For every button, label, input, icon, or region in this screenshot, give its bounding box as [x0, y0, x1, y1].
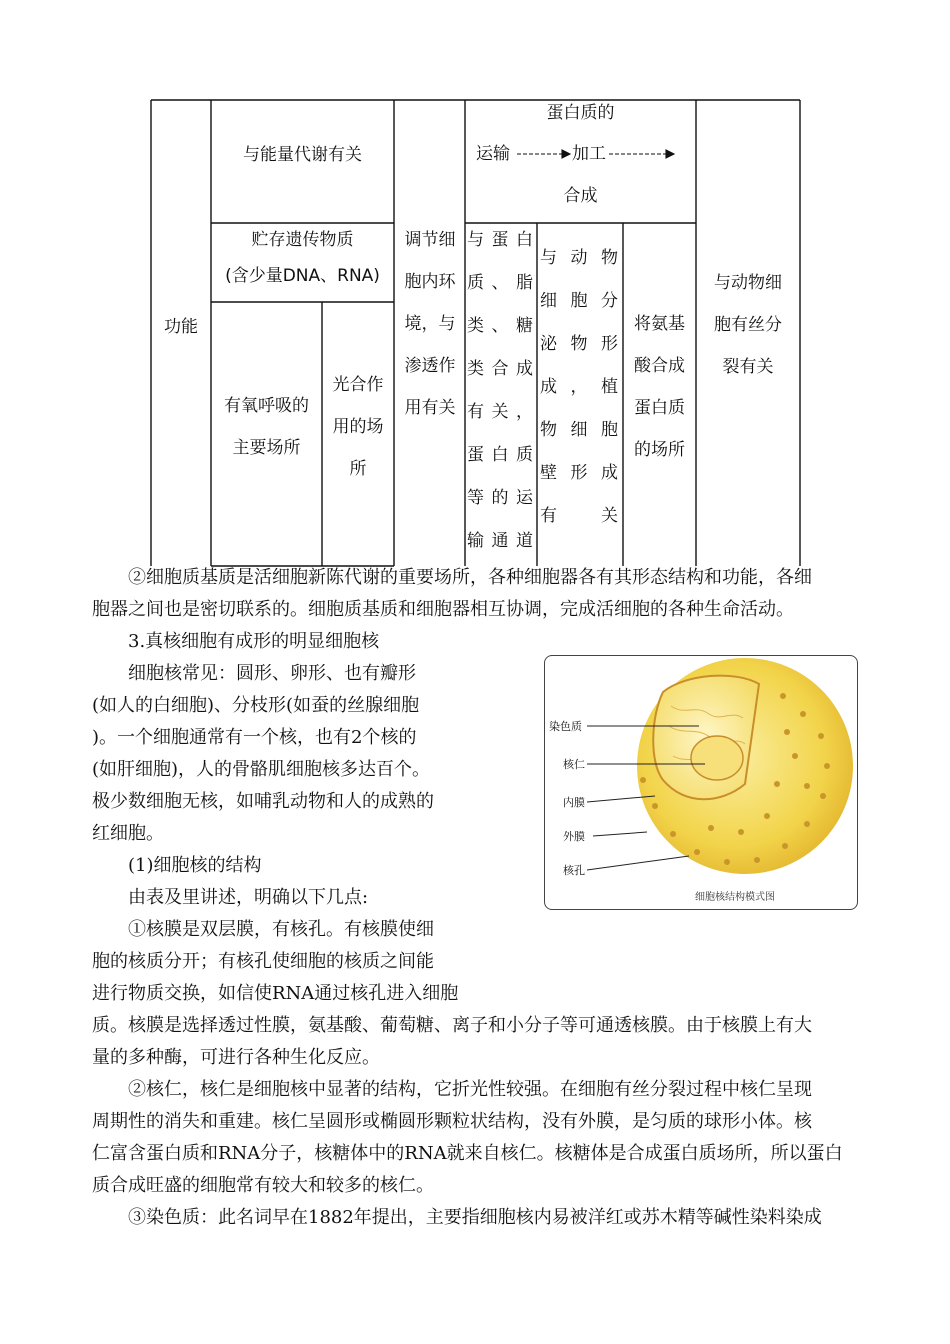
paragraph-line: 质。核膜是选择透过性膜，氨基酸、葡萄糖、离子和小分子等可通透核膜。由于核膜上有大	[92, 1015, 812, 1036]
cell-dna-line1: 贮存遗传物质	[251, 230, 354, 250]
cell-ribosome-line: 的场所	[634, 440, 685, 460]
paragraph-line: 极少数细胞无核，如哺乳动物和人的成熟的	[92, 791, 434, 812]
label-nucleolus: 核仁	[563, 758, 585, 771]
cell-chloro-line: 所	[349, 459, 367, 479]
cell-vacuole-line: 调节细	[404, 230, 456, 250]
paragraph-line: 周期性的消失和重建。核仁呈圆形或椭圆形颗粒状结构，没有外膜，是匀质的球形小体。核	[92, 1111, 812, 1132]
cell-vacuole-line: 胞内环	[404, 272, 456, 292]
cell-ribosome-line: 蛋白质	[634, 398, 685, 418]
cell-er-line: 蛋白质	[467, 445, 533, 465]
cell-golgi-line: 壁形成	[540, 463, 618, 483]
paragraph-line: 量的多种酶，可进行各种生化反应。	[92, 1047, 380, 1068]
cell-mito-line: 主要场所	[232, 438, 301, 458]
label-inner-membrane: 内膜	[563, 796, 585, 809]
cell-er-line: 与蛋白	[467, 230, 533, 250]
cell-energy: 与能量代谢有关	[243, 145, 362, 165]
cell-ribosome	[623, 303, 696, 471]
paragraph-line: 红细胞。	[92, 823, 164, 844]
nucleolus-shape	[691, 736, 743, 780]
cell-chloro-line: 光合作	[332, 375, 384, 395]
cell-centriole-line: 与动物细	[714, 273, 782, 293]
cell-dna-line2: (含少量DNA、RNA)	[225, 266, 380, 286]
cell-golgi-line: 有关	[540, 506, 618, 526]
cell-er-line: 等的运	[467, 488, 533, 508]
cell-er-line: 质、脂	[467, 273, 533, 293]
cell-er-line: 有关，	[467, 402, 533, 422]
cell-vacuole-line: 境，与	[404, 314, 456, 334]
cell-centriole-line: 胞有丝分	[714, 315, 782, 335]
cell-protein-flow-b: 加工	[572, 144, 606, 164]
cell-golgi-line: 与动物	[540, 248, 618, 268]
paragraph-line: 由表及里讲述，明确以下几点:	[128, 887, 369, 908]
cell-chloroplast	[322, 364, 394, 490]
paragraph-line: (如人的白细胞)、分枝形(如蚕的丝腺细胞	[92, 695, 420, 716]
cell-protein-top: 蛋白质的	[546, 103, 615, 123]
section-heading: 3.真核细胞有成形的明显细胞核	[128, 631, 380, 652]
cell-ribosome-line: 将氨基	[634, 314, 685, 334]
cell-mito-line: 有氧呼吸的	[224, 396, 309, 416]
cell-er-line: 类、糖	[467, 316, 533, 336]
cell-golgi-line: 细胞分	[540, 291, 618, 311]
paragraph-line: 仁富含蛋白质和RNA分子，核糖体中的RNA就来自核仁。核糖体是合成蛋白质场所，所以蛋白	[92, 1143, 843, 1164]
label-nuclear-pore: 核孔	[563, 864, 585, 877]
organelle-function-table	[0, 0, 950, 570]
cell-golgi-line: 泌物形	[540, 334, 618, 354]
cell-golgi-line: 成，植	[540, 377, 618, 397]
cell-centriole-line: 裂有关	[722, 357, 774, 377]
cell-mitochondria	[211, 385, 322, 469]
paragraph-line: )。一个细胞通常有一个核，也有2个核的	[92, 727, 417, 748]
cell-vacuole-line: 渗透作	[404, 356, 456, 376]
cell-er	[467, 219, 533, 563]
cell-vacuole	[396, 219, 464, 429]
label-outer-membrane: 外膜	[563, 830, 585, 843]
paragraph-line: 胞的核质分开；有核孔使细胞的核质之间能	[92, 951, 434, 972]
cell-dna-storage	[211, 222, 394, 294]
nucleus-illustration	[545, 656, 857, 909]
row-label-function: 功能	[164, 317, 198, 337]
cell-centriole	[696, 262, 800, 388]
cell-golgi-line: 物细胞	[540, 420, 618, 440]
label-chromatin: 染色质	[549, 720, 582, 733]
paragraph-line: 细胞核常见：圆形、卵形、也有瓣形	[128, 663, 416, 684]
nucleus-diagram	[544, 655, 858, 910]
cell-protein-bottom: 合成	[563, 186, 598, 206]
cell-ribosome-line: 酸合成	[634, 356, 685, 376]
cell-er-line: 类合成	[467, 359, 533, 379]
paragraph-line: 质合成旺盛的细胞常有较大和较多的核仁。	[92, 1175, 434, 1196]
cell-golgi	[540, 237, 618, 538]
paragraph-line: ①核膜是双层膜，有核孔。有核膜使细	[128, 919, 434, 940]
paragraph-line: 进行物质交换，如信使RNA通过核孔进入细胞	[92, 983, 459, 1004]
figure-caption: 细胞核结构模式图	[695, 892, 775, 903]
cell-protein-flow-a: 运输	[476, 144, 510, 164]
cell-vacuole-line: 用有关	[404, 398, 456, 418]
cell-chloro-line: 用的场	[332, 417, 384, 437]
paragraph-line: ③染色质：此名词早在1882年提出，主要指细胞核内易被洋红或苏木精等碱性染料染成	[128, 1207, 822, 1228]
subsection-heading: (1)细胞核的结构	[128, 855, 262, 876]
paragraph-line: ②细胞质基质是活细胞新陈代谢的重要场所，各种细胞器各有其形态结构和功能，各细	[128, 567, 812, 588]
paragraph-line: 胞器之间也是密切联系的。细胞质基质和细胞器相互协调，完成活细胞的各种生命活动。	[92, 599, 794, 620]
paragraph-line: (如肝细胞)，人的骨骼肌细胞核多达百个。	[92, 759, 431, 780]
cell-er-line: 输通道	[467, 531, 533, 551]
paragraph-line: ②核仁，核仁是细胞核中显著的结构，它折光性较强。在细胞有丝分裂过程中核仁呈现	[128, 1079, 812, 1100]
